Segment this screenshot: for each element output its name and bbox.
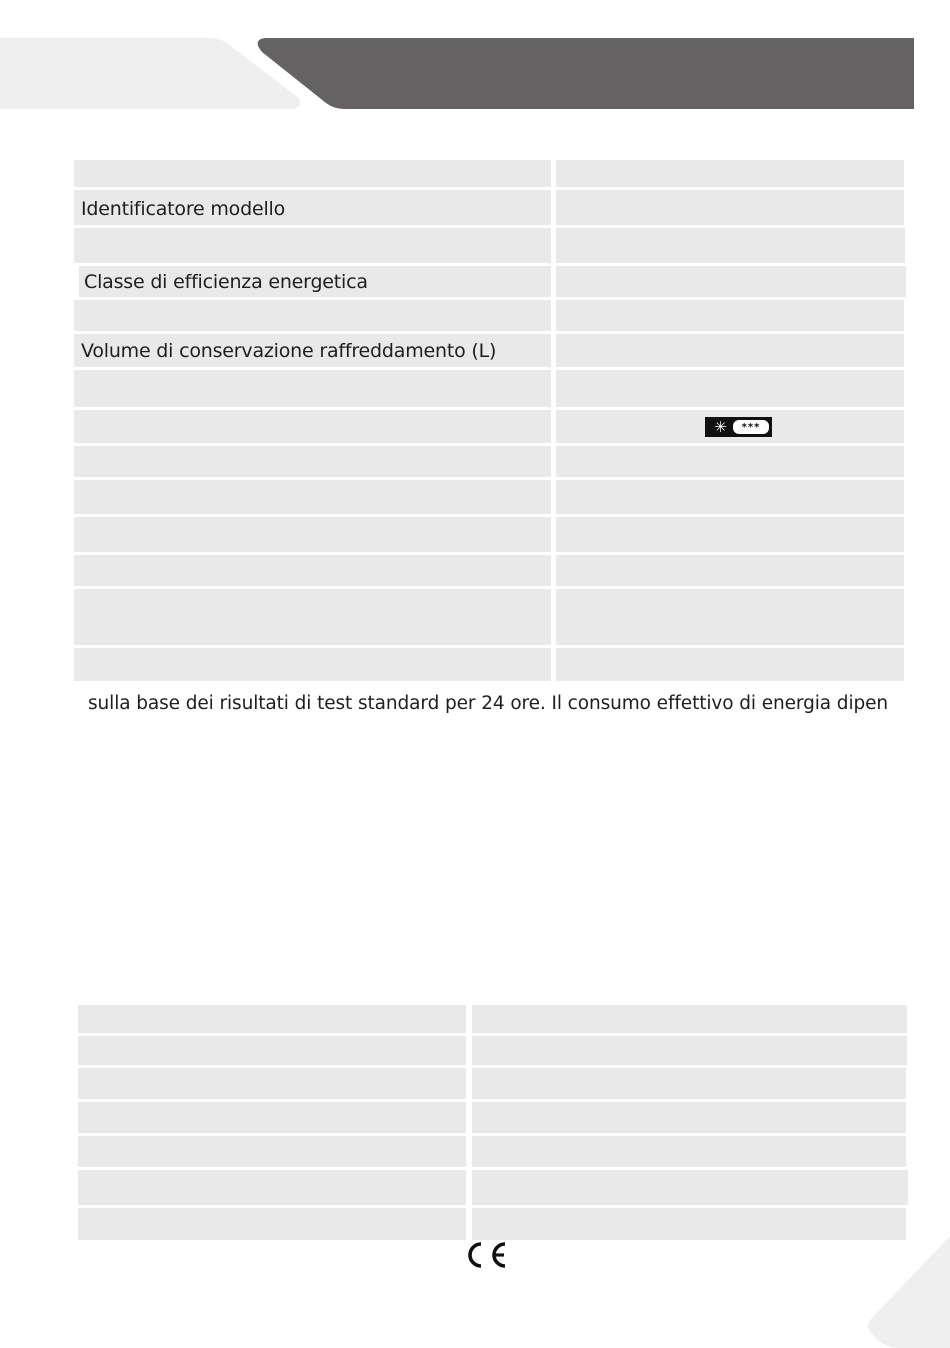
table2-label-cell <box>78 1005 466 1033</box>
table1-label-cell <box>74 517 551 552</box>
table2-label-cell <box>78 1102 466 1133</box>
table2-value-cell <box>472 1036 907 1065</box>
table1-label-cell <box>74 446 551 477</box>
header-tab-dark <box>258 38 914 109</box>
table2-value-cell <box>472 1005 907 1033</box>
table1-label-cell <box>74 555 551 586</box>
table1-value-cell <box>556 480 904 514</box>
table2-value-cell <box>472 1102 906 1133</box>
table1-value-cell <box>556 517 904 552</box>
table2-label-cell <box>78 1136 466 1167</box>
table2-value-cell <box>472 1170 908 1205</box>
table1-label-cell <box>74 228 551 263</box>
table2-value-cell <box>472 1208 906 1240</box>
row-label-energy-class: Classe di efficienza energetica <box>84 271 368 293</box>
table1-label-cell <box>74 160 551 187</box>
table1-value-cell <box>556 300 904 331</box>
table2-label-cell <box>78 1170 466 1205</box>
table1-value-cell <box>556 648 904 681</box>
ce-mark-logo <box>462 1240 510 1270</box>
table1-value-cell <box>556 160 904 187</box>
table1-value-cell <box>556 370 904 407</box>
table1-label-cell <box>74 410 551 443</box>
table2-value-cell <box>472 1136 906 1167</box>
table1-value-cell <box>556 555 904 586</box>
footnote-text: sulla base dei risultati di test standard per 24 ore. Il consumo effettivo di energia dipen <box>88 693 889 714</box>
header-tab-light <box>0 38 301 109</box>
table1-value-cell <box>556 228 905 263</box>
table1-label-cell <box>74 370 551 407</box>
table1-value-cell <box>556 334 904 367</box>
row-label-model-identifier: Identificatore modello <box>81 198 286 220</box>
table2-label-cell <box>78 1068 466 1099</box>
table1-label-cell <box>74 589 551 645</box>
freezer-star-rating-icon <box>705 417 772 437</box>
table1-label-cell <box>74 300 551 331</box>
stars-icon: *** <box>733 420 769 434</box>
table2-label-cell <box>78 1208 466 1240</box>
header-banner <box>0 0 950 120</box>
table1-value-cell <box>556 589 904 645</box>
table1-value-cell <box>556 266 906 297</box>
row-label-cooling-volume: Volume di conservazione raffreddamento (L) <box>81 340 497 362</box>
table2-label-cell <box>78 1036 466 1065</box>
table1-label-cell <box>74 648 551 681</box>
table2-value-cell <box>472 1068 906 1099</box>
corner-decoration <box>860 1230 950 1348</box>
snowflake-icon: ✳ <box>714 418 727 436</box>
table1-label-cell <box>74 480 551 514</box>
table1-value-cell <box>556 446 904 477</box>
table1-value-cell <box>556 190 904 225</box>
